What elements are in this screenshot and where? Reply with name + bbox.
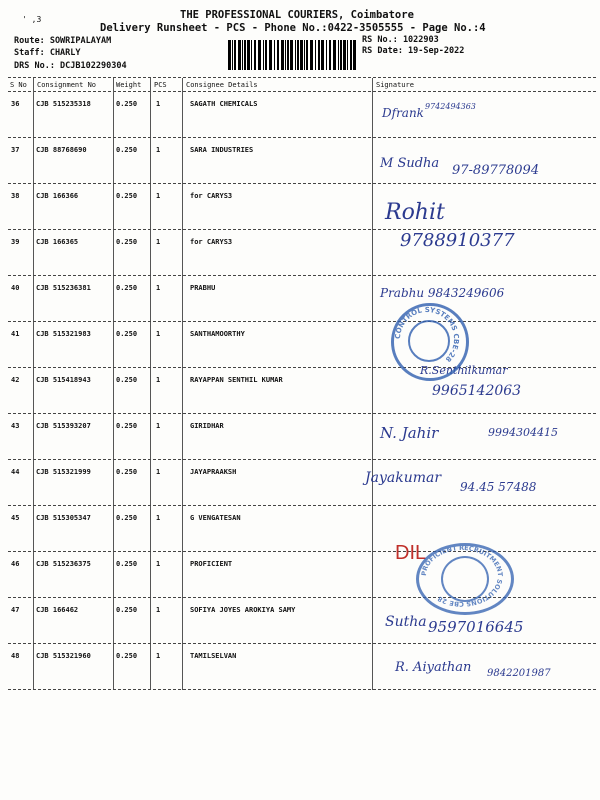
staff-label: Staff: CHARLY — [14, 48, 81, 58]
row-divider — [8, 689, 596, 690]
row-weight: 0.250 — [116, 284, 138, 292]
row-signature-phone: 9788910377 — [400, 230, 515, 251]
row-signature-phone: 9842201987 — [487, 668, 551, 679]
row-signature: DIL — [395, 542, 427, 564]
table-row — [0, 230, 600, 276]
stamp2-text: PROFICIENT RECRUITMENT SOLUTIONS CBE 28 — [419, 543, 505, 609]
row-weight: 0.250 — [116, 376, 138, 384]
svg-text:PROFICIENT RECRUITMENT SOLUTIO — [420, 544, 504, 608]
row-pcs: 1 — [156, 100, 161, 108]
row-serial: 37 — [11, 146, 20, 154]
col-consignment: Consignment No — [37, 81, 97, 89]
row-signature-phone: 9994304415 — [488, 426, 558, 439]
row-pcs: 1 — [156, 146, 161, 154]
table-row — [0, 276, 600, 322]
row-signature-phone: 9597016645 — [428, 618, 524, 636]
row-pcs: 1 — [156, 652, 161, 660]
row-serial: 47 — [11, 606, 20, 614]
row-pcs: 1 — [156, 606, 161, 614]
corner-mark: ' ,3 — [22, 15, 42, 24]
company-stamp-control — [391, 303, 469, 381]
row-weight: 0.250 — [116, 192, 138, 200]
stamp1-text: CONTROL SYSTEMS CBE-28 — [393, 305, 461, 364]
col-pcs: PCS — [154, 81, 167, 89]
row-signature: N. Jahir — [380, 424, 439, 442]
row-signature-phone: 97-89778094 — [452, 163, 540, 178]
row-pcs: 1 — [156, 376, 161, 384]
table-row — [0, 92, 600, 138]
table-row — [0, 364, 600, 414]
svg-text:CONTROL SYSTEMS CBE-28 — [394, 306, 460, 363]
row-signature-phone: 94.45 57488 — [460, 480, 537, 494]
row-consignment-no: CJB 515321983 — [36, 330, 91, 338]
row-signature: Prabhu 9843249606 — [380, 286, 505, 300]
row-pcs: 1 — [156, 284, 161, 292]
row-pcs: 1 — [156, 422, 161, 430]
row-pcs: 1 — [156, 514, 161, 522]
runsheet-title: Delivery Runsheet - PCS - Phone No.:0422-3505555 - Page No.:4 — [100, 22, 486, 34]
row-weight: 0.250 — [116, 100, 138, 108]
row-signature: Sutha — [385, 614, 427, 630]
row-consignee: TAMILSELVAN — [190, 652, 237, 660]
row-consignee: G VENGATESAN — [190, 514, 241, 522]
row-consignment-no: CJB 88768690 — [36, 146, 87, 154]
row-weight: 0.250 — [116, 468, 138, 476]
col-sno: S No — [10, 81, 27, 89]
row-consignee: SARA INDUSTRIES — [190, 146, 254, 154]
row-serial: 40 — [11, 284, 20, 292]
row-serial: 48 — [11, 652, 20, 660]
row-consignment-no: CJB 515393207 — [36, 422, 91, 430]
row-pcs: 1 — [156, 330, 161, 338]
row-signature: M Sudha — [380, 156, 440, 171]
row-signature: R.Senthilkumar — [420, 364, 508, 377]
rs-number: RS No.: 1022903 — [362, 35, 439, 45]
row-consignment-no: CJB 515236375 — [36, 560, 91, 568]
row-consignment-no: CJB 515235318 — [36, 100, 91, 108]
row-consignee: RAYAPPAN SENTHIL KUMAR — [190, 376, 283, 384]
row-consignment-no: CJB 515305347 — [36, 514, 91, 522]
row-consignment-no: CJB 515236381 — [36, 284, 91, 292]
row-signature: Jayakumar — [365, 470, 442, 486]
col-weight: Weight — [116, 81, 142, 89]
row-consignee: SANTHAMOORTHY — [190, 330, 245, 338]
table-row — [0, 138, 600, 184]
row-pcs: 1 — [156, 238, 161, 246]
row-consignment-no: CJB 515321960 — [36, 652, 91, 660]
row-consignee: JAYAPRAAKSH — [190, 468, 237, 476]
row-serial: 45 — [11, 514, 20, 522]
table-row — [0, 644, 600, 690]
drs-label: DRS No.: DCJB102290304 — [14, 61, 127, 71]
row-signature-phone: 9742494363 — [425, 102, 476, 111]
row-serial: 38 — [11, 192, 20, 200]
row-consignment-no: CJB 166462 — [36, 606, 79, 614]
row-consignment-no: CJB 166366 — [36, 192, 79, 200]
row-consignee: SOFIYA JOYES AROKIYA SAMY — [190, 606, 296, 614]
row-serial: 42 — [11, 376, 20, 384]
row-weight: 0.250 — [116, 238, 138, 246]
table-row — [0, 598, 600, 644]
row-serial: 36 — [11, 100, 20, 108]
col-consignee: Consignee Details — [186, 81, 258, 89]
row-consignee: GIRIDHAR — [190, 422, 224, 430]
row-signature: Dfrank — [382, 106, 424, 120]
row-signature-phone: 9965142063 — [432, 383, 522, 399]
barcode-graphic — [228, 40, 358, 70]
row-weight: 0.250 — [116, 514, 138, 522]
company-title: THE PROFESSIONAL COURIERS, Coimbatore — [180, 9, 414, 21]
table-row — [0, 414, 600, 460]
row-weight: 0.250 — [116, 606, 138, 614]
row-serial: 43 — [11, 422, 20, 430]
table-row — [0, 184, 600, 230]
table-row — [0, 506, 600, 552]
row-consignment-no: CJB 515321999 — [36, 468, 91, 476]
row-consignee: for CARYS3 — [190, 192, 233, 200]
table-row — [0, 322, 600, 368]
row-weight: 0.250 — [116, 146, 138, 154]
row-consignee: PROFICIENT — [190, 560, 233, 568]
row-pcs: 1 — [156, 192, 161, 200]
row-serial: 44 — [11, 468, 20, 476]
row-signature: Rohit — [385, 200, 445, 225]
row-signature: R. Aiyathan — [395, 660, 472, 675]
row-consignee: PRABHU — [190, 284, 216, 292]
col-signature: Signature — [376, 81, 414, 89]
row-consignee: SAGATH CHEMICALS — [190, 100, 258, 108]
row-weight: 0.250 — [116, 330, 138, 338]
row-serial: 41 — [11, 330, 20, 338]
rs-date: RS Date: 19-Sep-2022 — [362, 46, 465, 56]
row-serial: 46 — [11, 560, 20, 568]
route-label: Route: SOWRIPALAYAM — [14, 36, 112, 46]
row-pcs: 1 — [156, 468, 161, 476]
row-consignee: for CARYS3 — [190, 238, 233, 246]
row-serial: 39 — [11, 238, 20, 246]
row-consignment-no: CJB 166365 — [36, 238, 79, 246]
row-weight: 0.250 — [116, 422, 138, 430]
row-weight: 0.250 — [116, 652, 138, 660]
row-pcs: 1 — [156, 560, 161, 568]
table-row — [0, 460, 600, 506]
row-consignment-no: CJB 515418943 — [36, 376, 91, 384]
company-stamp-proficient — [416, 543, 514, 615]
row-weight: 0.250 — [116, 560, 138, 568]
